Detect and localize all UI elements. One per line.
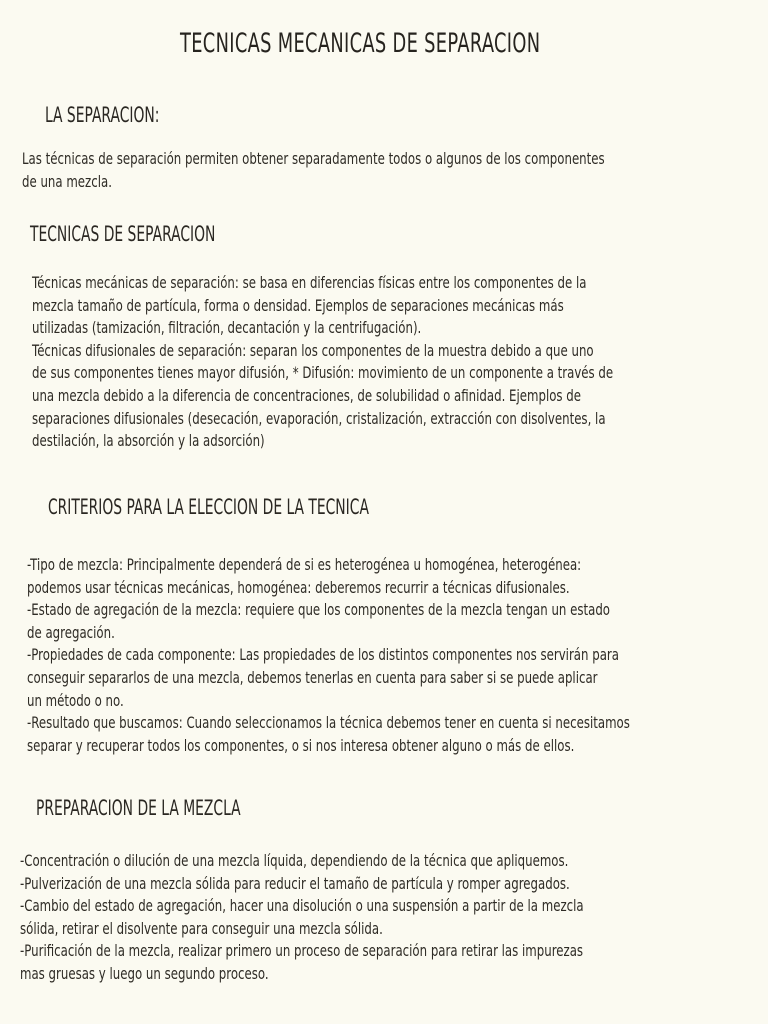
text-line: de agregación.	[27, 623, 115, 642]
text-line: podemos usar técnicas mecánicas, homogénea: deberemos recurrir a técnicas difusionales.	[27, 578, 570, 597]
text-line: mas gruesas y luego un segundo proceso.	[20, 964, 269, 983]
text-line: Técnicas difusionales de separación: separan los componentes de la muestra debido a que uno	[32, 341, 594, 360]
text-line: conseguir separarlos de una mezcla, debemos tenerlas en cuenta para saber si se puede aplicar	[27, 668, 598, 687]
text-line: un método o no.	[27, 691, 124, 710]
section-body-la-separacion	[22, 148, 605, 193]
text-line: -Resultado que buscamos: Cuando seleccionamos la técnica debemos tener en cuenta si necesitamos	[27, 714, 630, 733]
text-line: separar y recuperar todos los componentes, o si nos interesa obtener alguno o más de ellos.	[27, 736, 575, 755]
text-line: Las técnicas de separación permiten obtener separadamente todos o algunos de los componentes	[22, 150, 605, 168]
text-line: Técnicas mecánicas de separación: se basa en diferencias físicas entre los componentes de la	[32, 274, 587, 292]
section-heading-preparacion: PREPARACION DE LA MEZCLA	[36, 796, 241, 820]
text-line: utilizadas (tamización, filtración, decantación y la centrifugación).	[32, 319, 422, 338]
text-line: -Tipo de mezcla: Principalmente dependerá de si es heterogénea u homogénea, heterogénea:	[27, 556, 582, 574]
section-heading-tecnicas-de-separacion: TECNICAS DE SEPARACION	[30, 222, 216, 246]
text-line: destilación, la absorción y la adsorción)	[32, 432, 265, 451]
text-line: de sus componentes tienes mayor difusión, * Difusión: movimiento de un componente a través de	[32, 364, 614, 383]
text-line: una mezcla debido a la diferencia de concentraciones, de solubilidad o afinidad. Ejemplos de	[32, 386, 582, 405]
section-heading-la-separacion: LA SEPARACION:	[45, 103, 160, 127]
section-body-criterios	[27, 554, 630, 757]
text-line: -Cambio del estado de agregación, hacer una disolución o una suspensión a partir de la mezcla	[20, 897, 584, 916]
text-line: de una mezcla.	[22, 172, 112, 191]
text-line: -Purificación de la mezcla, realizar primero un proceso de separación para retirar las impurezas	[20, 942, 584, 961]
text-line: sólida, retirar el disolvente para conseguir una mezcla sólida.	[20, 919, 383, 938]
text-line: separaciones difusionales (desecación, evaporación, cristalización, extracción con disolventes, la	[32, 409, 606, 428]
text-line: mezcla tamaño de partícula, forma o densidad. Ejemplos de separaciones mecánicas más	[32, 296, 564, 315]
section-body-preparacion	[20, 850, 584, 986]
section-body-tecnicas-de-separacion	[32, 272, 613, 453]
text-line: -Concentración o dilución de una mezcla líquida, dependiendo de la técnica que apliquemos.	[20, 852, 569, 870]
page-title: TECNICAS MECANICAS DE SEPARACION	[180, 28, 541, 59]
section-heading-criterios: CRITERIOS PARA LA ELECCION DE LA TECNICA	[48, 495, 369, 519]
text-line: -Pulverización de una mezcla sólida para reducir el tamaño de partícula y romper agregados.	[20, 874, 570, 893]
text-line: -Estado de agregación de la mezcla: requiere que los componentes de la mezcla tengan un estado	[27, 601, 611, 620]
text-line: -Propiedades de cada componente: Las propiedades de los distintos componentes nos servirán para	[27, 646, 619, 665]
